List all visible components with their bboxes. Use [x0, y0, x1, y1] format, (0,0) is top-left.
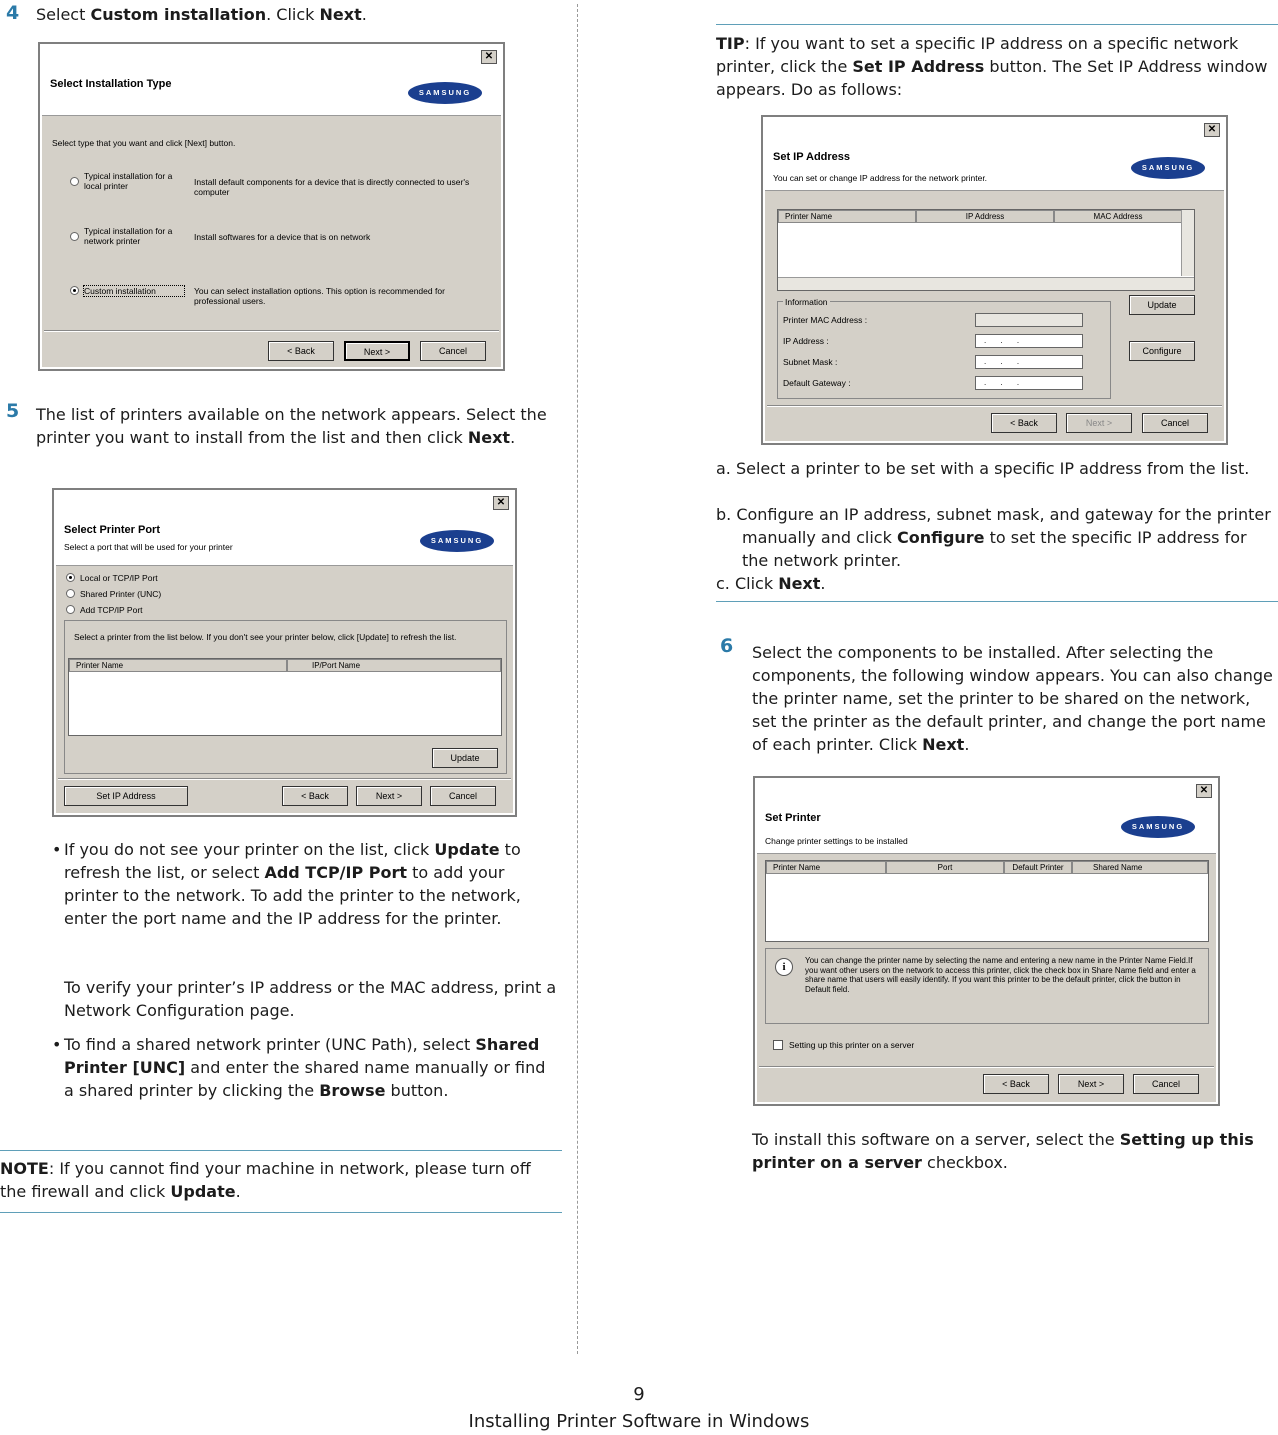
printer-list[interactable] — [777, 209, 1195, 291]
rule — [716, 601, 1278, 602]
close-icon[interactable]: ✕ — [1196, 784, 1212, 798]
rule — [0, 1212, 562, 1213]
column-header[interactable]: IP Address — [916, 210, 1054, 223]
vertical-scrollbar[interactable] — [1181, 210, 1194, 276]
dialog-subtitle: Change printer settings to be installed — [765, 836, 908, 846]
note-text: NOTE: If you cannot find your machine in network, please turn off the firewall and click Update. — [0, 1159, 531, 1201]
set-printer-dialog — [753, 776, 1220, 1106]
back-button[interactable]: < Back — [282, 786, 348, 806]
bullet-1-note: To verify your printer’s IP address or the MAC address, print a Network Configuration page. — [64, 978, 557, 1020]
option-label: Custom installation — [84, 286, 184, 296]
radio-typical-local[interactable] — [70, 177, 79, 186]
bullet-dot: • — [52, 840, 62, 859]
cancel-button[interactable]: Cancel — [430, 786, 496, 806]
column-header[interactable]: IP/Port Name — [287, 659, 501, 672]
back-button[interactable]: < Back — [268, 341, 334, 361]
field-label: Default Gateway : — [783, 378, 851, 388]
server-note: To install this software on a server, select the Setting up this printer on a server checkbox. — [752, 1130, 1254, 1172]
separator — [44, 330, 499, 331]
option-label: Typical installation for a local printer — [84, 171, 173, 191]
dialog-title: Set IP Address — [773, 151, 851, 163]
dialog-subtitle: Select a port that will be used for your printer — [64, 542, 233, 552]
option-label: Typical installation for a network printer — [84, 226, 173, 246]
port-label: Local or TCP/IP Port — [80, 573, 158, 583]
cancel-button[interactable]: Cancel — [1133, 1074, 1199, 1094]
option-desc: Install softwares for a device that is on network — [194, 232, 371, 242]
cancel-button[interactable]: Cancel — [1142, 413, 1208, 433]
substep-a: a. Select a printer to be set with a specific IP address from the list. — [716, 459, 1250, 478]
dialog-title: Select Installation Type — [50, 78, 172, 90]
column-header[interactable]: Printer Name — [766, 861, 886, 874]
samsung-logo: SAMSUNG — [408, 82, 482, 104]
subnet-mask-field[interactable]: . . . — [975, 355, 1083, 369]
samsung-logo: SAMSUNG — [1131, 157, 1205, 179]
server-checkbox[interactable] — [773, 1040, 783, 1050]
select-printer-port-dialog — [52, 488, 517, 817]
column-header[interactable]: Shared Name — [1072, 861, 1208, 874]
field-label: Subnet Mask : — [783, 357, 838, 367]
option-desc: You can select installation options. This option is recommended for professional users. — [194, 286, 445, 306]
radio-add-tcpip[interactable] — [66, 605, 75, 614]
set-ip-address-dialog — [761, 115, 1228, 445]
footer-title: Installing Printer Software in Windows — [468, 1411, 810, 1432]
radio-custom[interactable] — [70, 286, 79, 295]
close-icon[interactable]: ✕ — [493, 496, 509, 510]
radio-shared-unc[interactable] — [66, 589, 75, 598]
next-button[interactable]: Next > — [356, 786, 422, 806]
bullet-1-text: If you do not see your printer on the list, click Update to refresh the list, or select Add TCP/IP Port to add your printer to the network. To add the printer to the network, enter the port name and the IP address for the printer. — [64, 840, 521, 928]
default-gateway-field[interactable]: . . . — [975, 376, 1083, 390]
step-number: 6 — [720, 635, 734, 657]
column-divider — [577, 4, 578, 1354]
samsung-logo: SAMSUNG — [1121, 816, 1195, 838]
dialog-subtitle: You can set or change IP address for the network printer. — [773, 173, 988, 183]
field-label: Printer MAC Address : — [783, 315, 868, 325]
tip-text: TIP: If you want to set a specific IP address on a specific network printer, click the Set IP Address button. The Set IP Address window appears. Do as follows: — [716, 34, 1268, 99]
select-installation-type-dialog — [38, 42, 505, 371]
next-button[interactable]: Next > — [344, 341, 410, 361]
printer-settings-list[interactable] — [765, 860, 1209, 942]
page-number: 9 — [633, 1384, 645, 1405]
list-hint: Select a printer from the list below. If you don't see your printer below, click [Update] to refresh the list. — [74, 632, 457, 642]
step-4-text: Select Custom installation. Click Next. — [36, 5, 367, 24]
column-header[interactable]: Printer Name — [69, 659, 287, 672]
ip-address-field[interactable]: . . . — [975, 334, 1083, 348]
checkbox-label: Setting up this printer on a server — [789, 1040, 915, 1050]
separator — [767, 405, 1222, 406]
bullet-2-text: To find a shared network printer (UNC Path), select Shared Printer [UNC] and enter the shared name manually or find a shared printer by clicking the Browse button. — [64, 1035, 546, 1100]
group-label: Information — [785, 297, 828, 307]
close-icon[interactable]: ✕ — [481, 50, 497, 64]
substep-c: c. Click Next. — [716, 574, 826, 593]
column-header[interactable]: MAC Address — [1054, 210, 1182, 223]
update-button[interactable]: Update — [1129, 295, 1195, 315]
cancel-button[interactable]: Cancel — [420, 341, 486, 361]
rule — [0, 1150, 562, 1151]
next-button[interactable]: Next > — [1058, 1074, 1124, 1094]
horizontal-scrollbar[interactable] — [778, 277, 1194, 290]
printer-list[interactable] — [68, 658, 502, 736]
update-button[interactable]: Update — [432, 748, 498, 768]
rule — [716, 24, 1278, 25]
option-desc: Install default components for a device that is directly connected to user's computer — [194, 177, 470, 197]
samsung-logo: SAMSUNG — [420, 530, 494, 552]
step-number: 5 — [6, 400, 20, 422]
substep-b: b. Configure an IP address, subnet mask, and gateway for the printer manually and click Configure to set the specific IP address for the network printer. — [716, 505, 1271, 570]
column-header[interactable]: Printer Name — [778, 210, 916, 223]
back-button[interactable]: < Back — [991, 413, 1057, 433]
radio-typical-network[interactable] — [70, 232, 79, 241]
configure-button[interactable]: Configure — [1129, 341, 1195, 361]
back-button[interactable]: < Back — [983, 1074, 1049, 1094]
field-label: IP Address : — [783, 336, 829, 346]
info-icon: i — [775, 958, 793, 976]
radio-local-tcpip[interactable] — [66, 573, 75, 582]
set-ip-address-button[interactable]: Set IP Address — [64, 786, 188, 806]
column-header[interactable]: Default Printer — [1004, 861, 1072, 874]
step-5-text: The list of printers available on the network appears. Select the printer you want to install from the list and then click Next. — [36, 405, 547, 447]
separator — [759, 1066, 1214, 1067]
next-button[interactable]: Next > — [1066, 413, 1132, 433]
close-icon[interactable]: ✕ — [1204, 123, 1220, 137]
step-number: 4 — [6, 2, 20, 24]
mac-address-field[interactable] — [975, 313, 1083, 327]
bullet-dot: • — [52, 1035, 62, 1054]
port-label: Add TCP/IP Port — [80, 605, 143, 615]
dialog-title: Select Printer Port — [64, 524, 160, 536]
dialog-title: Set Printer — [765, 812, 821, 824]
column-header[interactable]: Port — [886, 861, 1004, 874]
info-text: You can change the printer name by selecting the name and entering a new name in the Printer Name Field.If you want other users on the network to access this printer, click the check box in Share Name field and enter a share name that users will easily identify. If you want this printer to be the default printer, click the button in Default field. — [805, 956, 1196, 994]
port-label: Shared Printer (UNC) — [80, 589, 162, 599]
instruction-text: Select type that you want and click [Next] button. — [52, 138, 236, 148]
step-6-text: Select the components to be installed. After selecting the components, the following window appears. You can also change the printer name, set the printer to be shared on the network, set the printer as the default printer, and change the port name of each printer. Click Next. — [752, 643, 1273, 754]
separator — [58, 778, 511, 779]
